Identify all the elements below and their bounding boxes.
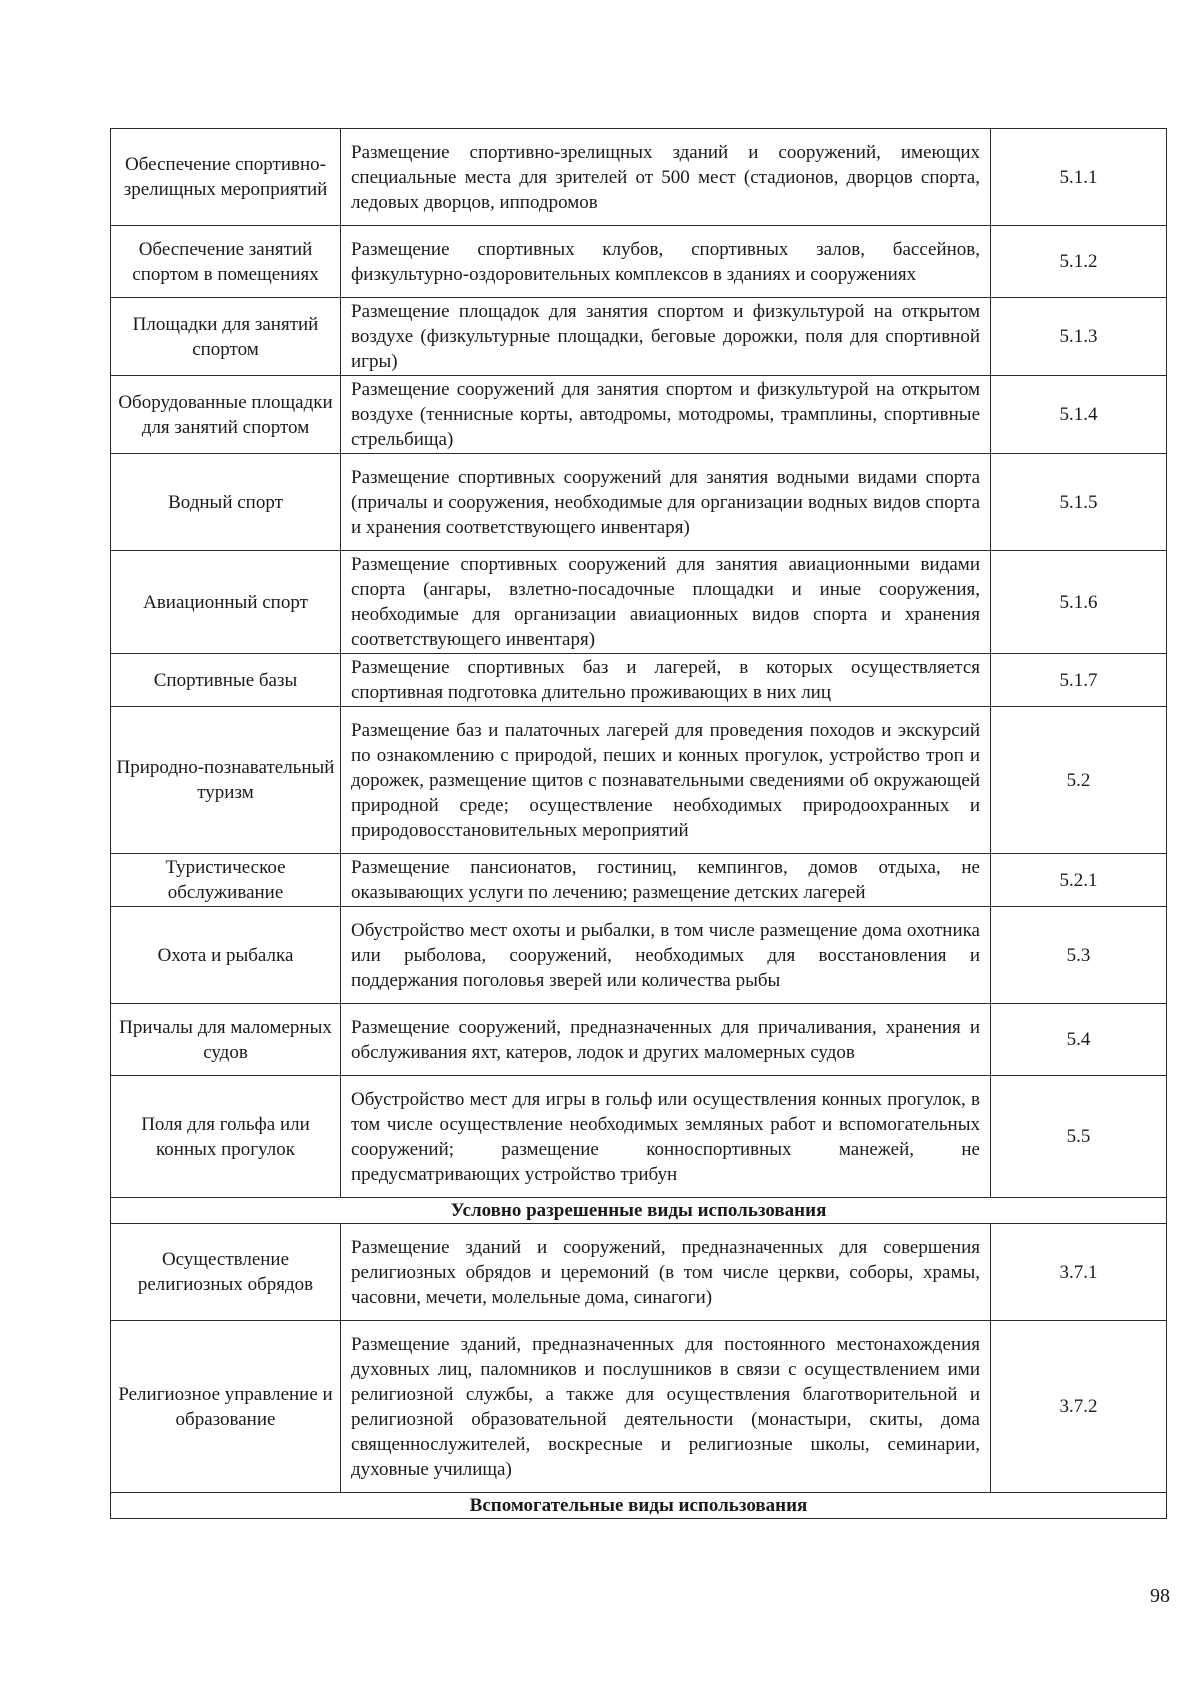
use-name: Оборудованные площадки для занятий спортом — [111, 376, 341, 454]
use-description: Размещение спортивных сооружений для занятия авиационными видами спорта (ангары, взлетно-посадочные площадки и иные сооружения, необходимые для организации авиационных видов спорта и хранения соответствующего инвентаря) — [341, 551, 991, 654]
table-row — [111, 129, 1167, 226]
use-code: 5.4 — [991, 1004, 1167, 1076]
use-name: Охота и рыбалка — [111, 907, 341, 1004]
use-description: Размещение баз и палаточных лагерей для проведения походов и экскурсий по ознакомлению с природой, пеших и конных прогулок, устройство троп и дорожек, размещение щитов с познавательными сведениями об окружающей природной среде; осуществление необходимых природоохранных и природовосстановительных мероприятий — [341, 707, 991, 854]
table-row — [111, 298, 1167, 376]
use-name: Природно-познавательный туризм — [111, 707, 341, 854]
use-code: 5.1.3 — [991, 298, 1167, 376]
use-description: Размещение сооружений для занятия спортом и физкультурой на открытом воздухе (теннисные корты, автодромы, мотодромы, трамплины, спортивные стрельбища) — [341, 376, 991, 454]
table-row — [111, 551, 1167, 654]
land-use-table — [110, 128, 1167, 1519]
use-name: Водный спорт — [111, 454, 341, 551]
use-code: 5.1.2 — [991, 226, 1167, 298]
table-row — [111, 707, 1167, 854]
use-code: 5.3 — [991, 907, 1167, 1004]
use-code: 5.1.4 — [991, 376, 1167, 454]
use-name: Осуществление религиозных обрядов — [111, 1224, 341, 1321]
use-description: Размещение спортивно-зрелищных зданий и сооружений, имеющих специальные места для зрителей от 500 мест (стадионов, дворцов спорта, ледовых дворцов, ипподромов — [341, 129, 991, 226]
use-description: Размещение спортивных сооружений для занятия водными видами спорта (причалы и сооружения, необходимые для организации водных видов спорта и хранения соответствующего инвентаря) — [341, 454, 991, 551]
use-description: Размещение спортивных клубов, спортивных залов, бассейнов, физкультурно-оздоровительных комплексов в зданиях и сооружениях — [341, 226, 991, 298]
table-row — [111, 654, 1167, 707]
table-row — [111, 226, 1167, 298]
table-row — [111, 376, 1167, 454]
use-name: Туристическое обслуживание — [111, 854, 341, 907]
use-name: Обеспечение спортивно-зрелищных мероприятий — [111, 129, 341, 226]
table-row — [111, 1004, 1167, 1076]
use-description: Размещение пансионатов, гостиниц, кемпингов, домов отдыха, не оказывающих услуги по лечению; размещение детских лагерей — [341, 854, 991, 907]
section-header-row — [111, 1493, 1167, 1519]
section-header-row — [111, 1198, 1167, 1224]
use-name: Причалы для маломерных судов — [111, 1004, 341, 1076]
use-code: 5.1.5 — [991, 454, 1167, 551]
use-code: 5.2 — [991, 707, 1167, 854]
use-code: 3.7.2 — [991, 1321, 1167, 1493]
use-description: Размещение сооружений, предназначенных для причаливания, хранения и обслуживания яхт, катеров, лодок и других маломерных судов — [341, 1004, 991, 1076]
table-row — [111, 1321, 1167, 1493]
use-code: 5.1.1 — [991, 129, 1167, 226]
table-row — [111, 454, 1167, 551]
use-description: Размещение спортивных баз и лагерей, в которых осуществляется спортивная подготовка длительно проживающих в них лиц — [341, 654, 991, 707]
table-row — [111, 1224, 1167, 1321]
use-description: Обустройство мест охоты и рыбалки, в том числе размещение дома охотника или рыболова, сооружений, необходимых для восстановления и поддержания поголовья зверей или количества рыбы — [341, 907, 991, 1004]
use-code: 5.1.6 — [991, 551, 1167, 654]
use-code: 5.1.7 — [991, 654, 1167, 707]
table-row — [111, 854, 1167, 907]
use-name: Спортивные базы — [111, 654, 341, 707]
use-name: Поля для гольфа или конных прогулок — [111, 1076, 341, 1198]
use-name: Религиозное управление и образование — [111, 1321, 341, 1493]
use-description: Размещение зданий, предназначенных для постоянного местонахождения духовных лиц, паломников и послушников в связи с осуществлением ими религиозной службы, а также для осуществления благотворительной и религиозной образовательной деятельности (монастыри, скиты, дома священнослужителей, воскресные и религиозные школы, семинарии, духовные училища) — [341, 1321, 991, 1493]
use-name: Авиационный спорт — [111, 551, 341, 654]
use-description: Размещение зданий и сооружений, предназначенных для совершения религиозных обрядов и церемоний (в том числе церкви, соборы, храмы, часовни, мечети, молельные дома, синагоги) — [341, 1224, 991, 1321]
use-code: 3.7.1 — [991, 1224, 1167, 1321]
use-name: Обеспечение занятий спортом в помещениях — [111, 226, 341, 298]
section-title-auxiliary: Вспомогательные виды использования — [111, 1493, 1167, 1519]
page-number: 98 — [1150, 1585, 1170, 1607]
use-description: Размещение площадок для занятия спортом и физкультурой на открытом воздухе (физкультурные площадки, беговые дорожки, поля для спортивной игры) — [341, 298, 991, 376]
table-row — [111, 1076, 1167, 1198]
use-code: 5.2.1 — [991, 854, 1167, 907]
table-row — [111, 907, 1167, 1004]
use-code: 5.5 — [991, 1076, 1167, 1198]
section-title-conditional: Условно разрешенные виды использования — [111, 1198, 1167, 1224]
use-description: Обустройство мест для игры в гольф или осуществления конных прогулок, в том числе осуществление необходимых земляных работ и вспомогательных сооружений; размещение конноспортивных манежей, не предусматривающих устройство трибун — [341, 1076, 991, 1198]
use-name: Площадки для занятий спортом — [111, 298, 341, 376]
